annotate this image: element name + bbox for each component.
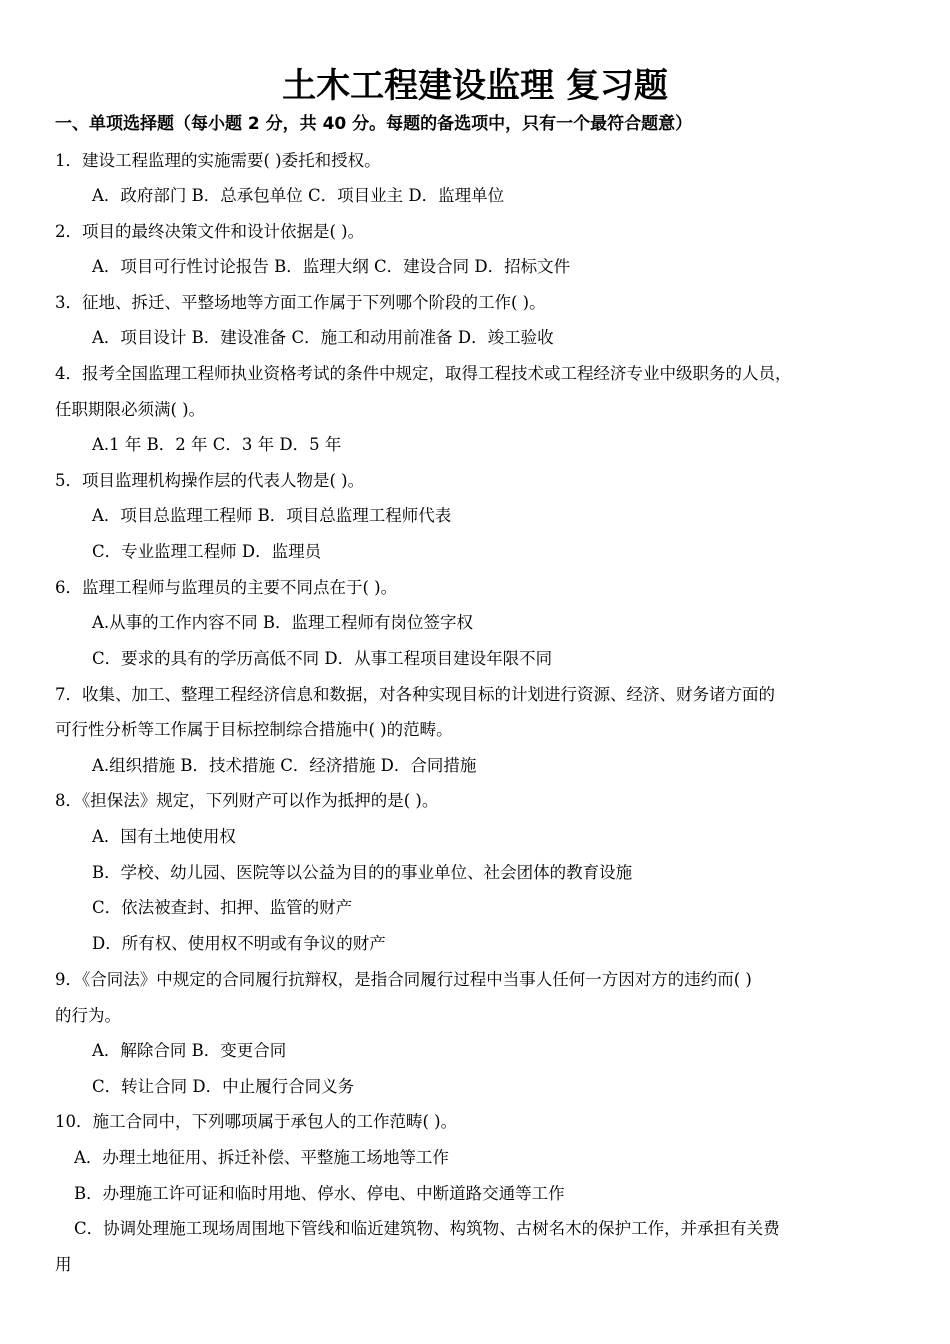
- question-9-cont: 的行为。: [55, 1006, 121, 1025]
- question-3: 3．征地、拆迁、平整场地等方面工作属于下列哪个阶段的工作( )。: [55, 293, 546, 312]
- question-8-option-d: D．所有权、使用权不明或有争议的财产: [92, 934, 386, 953]
- section-heading: 一、单项选择题（每小题 2 分，共 40 分。每题的备选项中，只有一个最符合题意）: [55, 114, 693, 134]
- question-5: 5．项目监理机构操作层的代表人物是( )。: [55, 471, 365, 490]
- question-7-options: A.组织措施 B．技术措施 C．经济措施 D．合同措施: [92, 756, 477, 775]
- question-8: 8．《担保法》规定，下列财产可以作为抵押的是( )。: [55, 791, 439, 810]
- question-3-options: A．项目设计 B．建设准备 C．施工和动用前准备 D．竣工验收: [92, 328, 554, 347]
- question-6-options-1: A.从事的工作内容不同 B．监理工程师有岗位签字权: [92, 613, 474, 632]
- question-8-option-c: C．依法被查封、扣押、监管的财产: [92, 898, 353, 917]
- question-10: 10．施工合同中，下列哪项属于承包人的工作范畴( )。: [55, 1112, 458, 1131]
- question-4-cont: 任职期限必须满( )。: [55, 400, 206, 419]
- question-9-options-1: A．解除合同 B．变更合同: [92, 1041, 287, 1060]
- question-10-option-a: A．办理土地征用、拆迁补偿、平整施工场地等工作: [74, 1148, 449, 1167]
- question-10-option-c-cont: 用: [55, 1255, 72, 1274]
- question-1: 1．建设工程监理的实施需要( )委托和授权。: [55, 151, 381, 170]
- question-2: 2．项目的最终决策文件和设计依据是( )。: [55, 222, 365, 241]
- question-7: 7．收集、加工、整理工程经济信息和数据，对各种实现目标的计划进行资源、经济、财务诸方面的: [55, 685, 775, 704]
- question-6: 6．监理工程师与监理员的主要不同点在于( )。: [55, 578, 398, 597]
- question-7-cont: 可行性分析等工作属于目标控制综合措施中( )的范畴。: [55, 720, 453, 739]
- question-5-options-2: C．专业监理工程师 D．监理员: [92, 542, 322, 561]
- document-title: 土木工程建设监理 复习题: [282, 66, 668, 106]
- question-10-option-c: C．协调处理施工现场周围地下管线和临近建筑物、构筑物、古树名木的保护工作，并承担有关费: [74, 1219, 780, 1238]
- question-9-options-2: C．转让合同 D．中止履行合同义务: [92, 1077, 355, 1096]
- question-2-options: A．项目可行性讨论报告 B．监理大纲 C．建设合同 D．招标文件: [92, 257, 571, 276]
- question-9: 9．《合同法》中规定的合同履行抗辩权，是指合同履行过程中当事人任何一方因对方的违约而( ): [55, 970, 752, 989]
- question-4: 4．报考全国监理工程师执业资格考试的条件中规定，取得工程技术或工程经济专业中级职务的人员，: [55, 364, 792, 383]
- question-8-option-a: A．国有土地使用权: [92, 827, 236, 846]
- question-4-options: A.1 年 B．2 年 C．3 年 D．5 年: [92, 435, 342, 454]
- question-1-options: A．政府部门 B．总承包单位 C．项目业主 D．监理单位: [92, 186, 505, 205]
- question-8-option-b: B．学校、幼儿园、医院等以公益为目的的事业单位、社会团体的教育设施: [92, 863, 633, 882]
- question-5-options-1: A．项目总监理工程师 B．项目总监理工程师代表: [92, 506, 452, 525]
- question-10-option-b: B．办理施工许可证和临时用地、停水、停电、中断道路交通等工作: [74, 1184, 565, 1203]
- question-6-options-2: C．要求的具有的学历高低不同 D．从事工程项目建设年限不同: [92, 649, 553, 668]
